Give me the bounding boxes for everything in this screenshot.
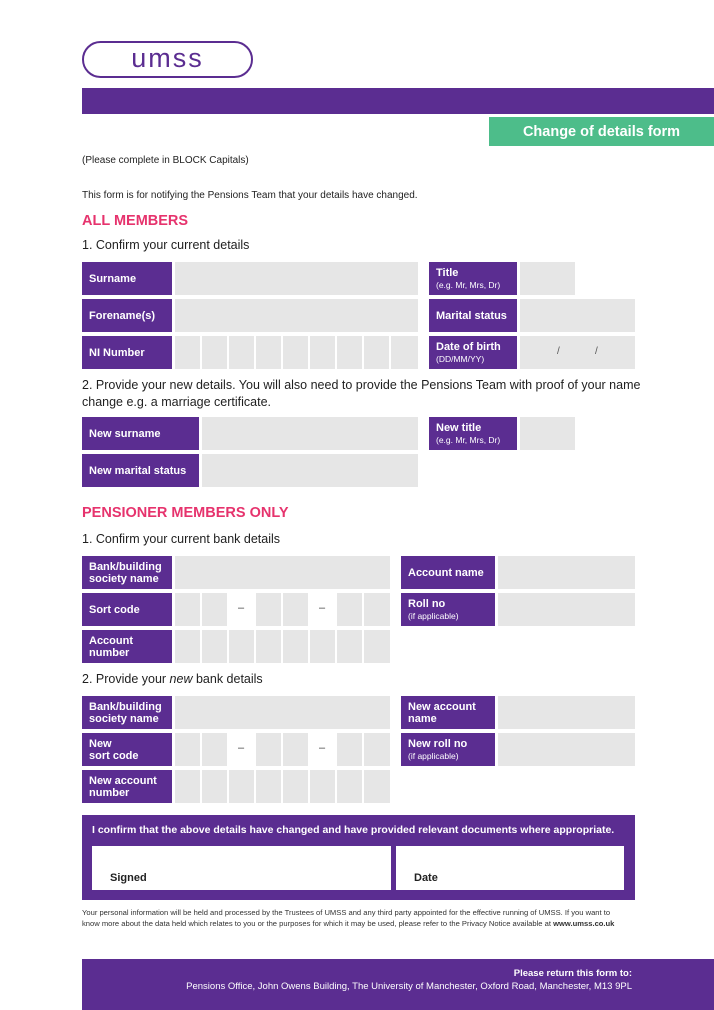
- sort-code-box[interactable]: [175, 593, 200, 626]
- ni-number-box[interactable]: [202, 336, 227, 369]
- new-surname-label: New surname: [82, 417, 199, 450]
- sort-code-box[interactable]: [337, 593, 362, 626]
- new-sort-code-box[interactable]: [337, 733, 362, 766]
- account-name-label: Account name: [401, 556, 495, 589]
- new-sort-code-box[interactable]: [175, 733, 200, 766]
- all-members-heading: ALL MEMBERS: [82, 213, 189, 229]
- account-number-box[interactable]: [364, 630, 390, 663]
- account-number-box[interactable]: [310, 630, 335, 663]
- bank-name-field[interactable]: [175, 556, 390, 589]
- new-bank-title: 2. Provide your new bank details: [82, 672, 263, 686]
- logo-text: umss: [131, 42, 204, 73]
- new-account-number-box[interactable]: [283, 770, 308, 803]
- new-sort-code-dash: –: [318, 742, 326, 754]
- new-account-number-box[interactable]: [175, 770, 200, 803]
- sort-code-label: Sort code: [82, 593, 172, 626]
- privacy-notice: Your personal information will be held and processed by the Trustees of UMSS and any third party appointed for the effective running of UMSS. If you want to know more about the data held which relates to you or the purposes for which it may be used, please refer to the Privacy Notice available at www.umss.co.uk: [82, 908, 615, 928]
- new-account-number-box[interactable]: [310, 770, 335, 803]
- ni-number-box[interactable]: [391, 336, 418, 369]
- dob-slash: /: [595, 346, 598, 357]
- form-title-banner: [489, 117, 714, 146]
- ni-number-box[interactable]: [337, 336, 362, 369]
- form-title: Change of details form: [522, 123, 681, 140]
- ni-number-label: NI Number: [82, 336, 172, 369]
- sort-code-dash: –: [318, 602, 326, 614]
- new-account-number-box[interactable]: [364, 770, 390, 803]
- surname-field[interactable]: [175, 262, 418, 295]
- new-bank-name-field[interactable]: [175, 696, 390, 729]
- account-number-box[interactable]: [229, 630, 254, 663]
- sort-code-box[interactable]: [364, 593, 390, 626]
- signed-field[interactable]: [92, 846, 391, 890]
- roll-no-field[interactable]: [498, 593, 635, 626]
- current-details-title: 1. Confirm your current details: [82, 238, 250, 252]
- date-label: Date: [414, 872, 438, 884]
- sort-code-box[interactable]: [283, 593, 308, 626]
- new-account-name-field[interactable]: [498, 696, 635, 729]
- ni-number-box[interactable]: [283, 336, 308, 369]
- title-field[interactable]: [520, 262, 575, 295]
- account-number-box[interactable]: [256, 630, 281, 663]
- new-details-title: 2. Provide your new details. You will also need to provide the Pensions Team with proof of your name change e.g. a marriage certificate.: [82, 378, 641, 409]
- sort-code-box[interactable]: [256, 593, 281, 626]
- account-number-box[interactable]: [337, 630, 362, 663]
- footer-band: [82, 959, 714, 1010]
- date-field[interactable]: [396, 846, 624, 890]
- new-account-name-label: New account name: [401, 696, 495, 729]
- dob-label: Date of birth (DD/MM/YY): [429, 336, 517, 369]
- account-number-box[interactable]: [175, 630, 200, 663]
- ni-number-box[interactable]: [364, 336, 389, 369]
- block-capitals-note: (Please complete in BLOCK Capitals): [82, 155, 249, 166]
- forenames-field[interactable]: [175, 299, 418, 332]
- header-band: [82, 88, 714, 114]
- marital-status-label: Marital status: [429, 299, 517, 332]
- new-surname-field[interactable]: [202, 417, 418, 450]
- current-bank-title: 1. Confirm your current bank details: [82, 532, 281, 546]
- sort-code-dash: –: [237, 602, 245, 614]
- new-account-number-box[interactable]: [337, 770, 362, 803]
- new-roll-no-field[interactable]: [498, 733, 635, 766]
- forenames-label: Forename(s): [82, 299, 172, 332]
- new-sort-code-dash: –: [237, 742, 245, 754]
- title-label: Title (e.g. Mr, Mrs, Dr): [429, 262, 517, 295]
- signed-label: Signed: [110, 872, 147, 884]
- account-name-field[interactable]: [498, 556, 635, 589]
- account-number-label: Account number: [82, 630, 172, 663]
- new-marital-status-label: New marital status: [82, 454, 199, 487]
- new-sort-code-box[interactable]: [364, 733, 390, 766]
- umss-logo: [82, 41, 253, 78]
- surname-label: Surname: [82, 262, 172, 295]
- ni-number-box[interactable]: [256, 336, 281, 369]
- roll-no-label: Roll no (if applicable): [401, 593, 495, 626]
- dob-field[interactable]: [520, 336, 635, 369]
- account-number-box[interactable]: [283, 630, 308, 663]
- ni-number-box[interactable]: [310, 336, 335, 369]
- account-number-box[interactable]: [202, 630, 227, 663]
- confirmation-box: [82, 815, 635, 900]
- purpose-text: This form is for notifying the Pensions Team that your details have changed.: [82, 190, 418, 201]
- new-bank-name-label: Bank/building society name: [82, 696, 172, 729]
- ni-number-box[interactable]: [229, 336, 254, 369]
- new-account-number-box[interactable]: [229, 770, 254, 803]
- new-account-number-label: New account number: [82, 770, 172, 803]
- marital-status-field[interactable]: [520, 299, 635, 332]
- new-account-number-box[interactable]: [202, 770, 227, 803]
- new-account-number-box[interactable]: [256, 770, 281, 803]
- new-sort-code-box[interactable]: [256, 733, 281, 766]
- new-sort-code-label: New sort code: [82, 733, 172, 766]
- sort-code-box[interactable]: [202, 593, 227, 626]
- new-title-field[interactable]: [520, 417, 575, 450]
- ni-number-box[interactable]: [175, 336, 200, 369]
- return-label: Please return this form to:: [513, 968, 632, 979]
- confirmation-statement: I confirm that the above details have changed and have provided relevant documents where appropriate.: [92, 824, 615, 836]
- dob-slash: /: [557, 346, 560, 357]
- privacy-link[interactable]: www.umss.co.uk: [553, 918, 615, 928]
- pensioner-heading: PENSIONER MEMBERS ONLY: [82, 505, 289, 521]
- return-address: Pensions Office, John Owens Building, The University of Manchester, Oxford Road, Manchester, M13 9PL: [186, 981, 632, 992]
- new-marital-status-field[interactable]: [202, 454, 418, 487]
- new-title-label: New title (e.g. Mr, Mrs, Dr): [429, 417, 517, 450]
- new-roll-no-label: New roll no (if applicable): [401, 733, 495, 766]
- new-sort-code-box[interactable]: [283, 733, 308, 766]
- new-sort-code-box[interactable]: [202, 733, 227, 766]
- bank-name-label: Bank/building society name: [82, 556, 172, 589]
